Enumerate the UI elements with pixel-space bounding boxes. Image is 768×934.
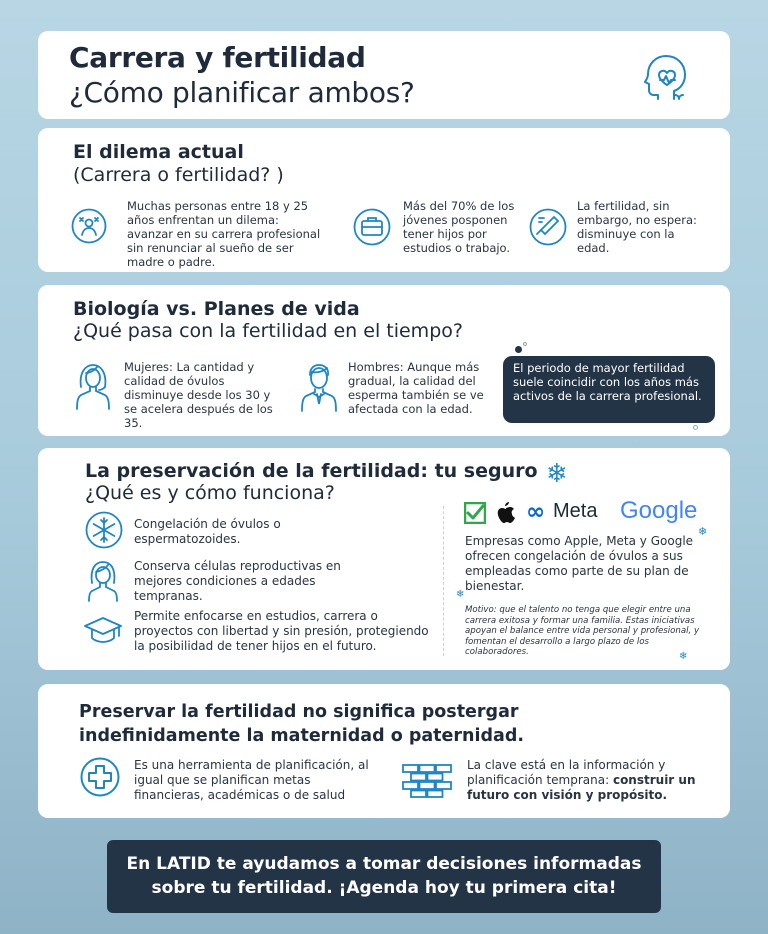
- cta-line-1: En LATID te ayudamos a tomar decisiones informadas: [126, 854, 642, 874]
- planificacion-title: [79, 700, 524, 748]
- dilema-item-1-text: Muchas personas entre 18 y 25 años enfrentan un dilema: avanzar en su carrera profesional sin renunciar al sueño de ser madre o padre.: [127, 199, 321, 269]
- brick-wall-icon: [402, 764, 452, 798]
- preservacion-item-1-text: Congelación de óvulos o espermatozoides.: [134, 517, 281, 546]
- bubble-dot: [515, 346, 522, 353]
- header-card: [38, 31, 730, 119]
- meta-infinity-icon: ∞: [526, 499, 546, 525]
- snowflake-decor-icon: ❄: [546, 459, 568, 489]
- medical-cross-icon: [80, 757, 120, 797]
- planificacion-title-line-1: Preservar la fertilidad no significa postergar: [79, 702, 519, 722]
- graduation-cap-icon: [83, 616, 123, 646]
- biologia-subtitle: ¿Qué pasa con la fertilidad en el tiempo?: [73, 320, 463, 342]
- planificacion-right-text: [467, 758, 699, 803]
- dilema-title: El dilema actual: [73, 141, 244, 163]
- snowflake-small-icon-1: ❄: [698, 525, 708, 538]
- young-woman-icon: [88, 559, 118, 603]
- thermometer-icon: [529, 208, 567, 246]
- apple-logo-icon: [497, 501, 515, 523]
- snowflake-icon: [85, 511, 123, 549]
- bubble-dot-small: [523, 342, 527, 346]
- meta-logo-text: Meta: [553, 500, 598, 522]
- dilema-item-3-text: La fertilidad, sin embargo, no espera: disminuye con la edad.: [577, 199, 697, 255]
- planificacion-title-line-2: indefinidamente la maternidad o paternidad.: [79, 726, 525, 746]
- preservacion-title: La preservación de la fertilidad: tu seguro: [85, 460, 538, 482]
- dilema-item-2-text: Más del 70% de los jóvenes posponen tener hijos por estudios o trabajo.: [403, 199, 515, 255]
- biologia-card: [38, 285, 730, 436]
- planificacion-right-normal: La clave está en la información y planificación temprana:: [467, 758, 666, 787]
- preservacion-subtitle: ¿Qué es y cómo funciona?: [85, 482, 335, 504]
- company-logos: [464, 497, 704, 528]
- fertility-bubble: El periodo de mayor fertilidad suele coincidir con los años más activos de la carrera profesional.: [503, 356, 715, 423]
- planificacion-left-text: Es una herramienta de planificación, al igual que se planifican metas financieras, académicas o de salud: [134, 758, 369, 802]
- preservacion-card: [38, 448, 730, 670]
- page-title: Carrera y fertilidad: [69, 41, 366, 74]
- checkmark-logo-icon: [464, 502, 486, 524]
- snowflake-small-icon-3: ❄: [679, 651, 688, 662]
- preservacion-item-2-text: Conserva células reproductivas en mejores condiciones a edades tempranas.: [134, 559, 341, 603]
- google-logo-text: Google: [620, 497, 698, 524]
- dilema-card: [38, 128, 730, 272]
- head-heart-icon: [644, 53, 692, 103]
- page-subtitle: ¿Cómo planificar ambos?: [69, 76, 415, 109]
- person-dilemma-icon: [71, 208, 107, 244]
- vertical-divider: [443, 506, 444, 656]
- snowflake-small-icon-2: ❄: [456, 589, 465, 600]
- companies-text: Empresas como Apple, Meta y Google ofrecen congelación de óvulos a sus empleadas como parte de su plan de bienestar.: [465, 534, 694, 593]
- biologia-item-1-text: Mujeres: La cantidad y calidad de óvulos disminuye desde los 30 y se acelera después de los 35.: [124, 360, 273, 430]
- woman-icon: [74, 361, 112, 411]
- cta-line-2: sobre tu fertilidad. ¡Agenda hoy tu primera cita!: [151, 878, 617, 898]
- dilema-subtitle: (Carrera o fertilidad? ): [73, 164, 284, 186]
- preservacion-item-3-text: Permite enfocarse en estudios, carrera o proyectos con libertad y sin presión, protegiendo la posibilidad de tener hijos en el futuro.: [134, 609, 429, 653]
- motivo-text: Motivo: que el talento no tenga que elegir entre una carrera exitosa y formar una familia. Estas iniciativas apoyan el balance entre vida personal y profesional, y fomentan el desarrollo a largo plazo de los colaboradores.: [465, 605, 700, 657]
- briefcase-icon: [353, 208, 391, 246]
- biologia-title: Biología vs. Planes de vida: [73, 298, 360, 320]
- planificacion-card: [38, 684, 730, 818]
- man-icon: [300, 361, 338, 413]
- biologia-item-2-text: Hombres: Aunque más gradual, la calidad del esperma también se ve afectada con la edad.: [348, 360, 484, 416]
- cta-banner[interactable]: [107, 840, 661, 913]
- bubble-dot-tail: [693, 425, 698, 430]
- planificacion-right-bold: construir un futuro con visión y propósito.: [467, 773, 696, 802]
